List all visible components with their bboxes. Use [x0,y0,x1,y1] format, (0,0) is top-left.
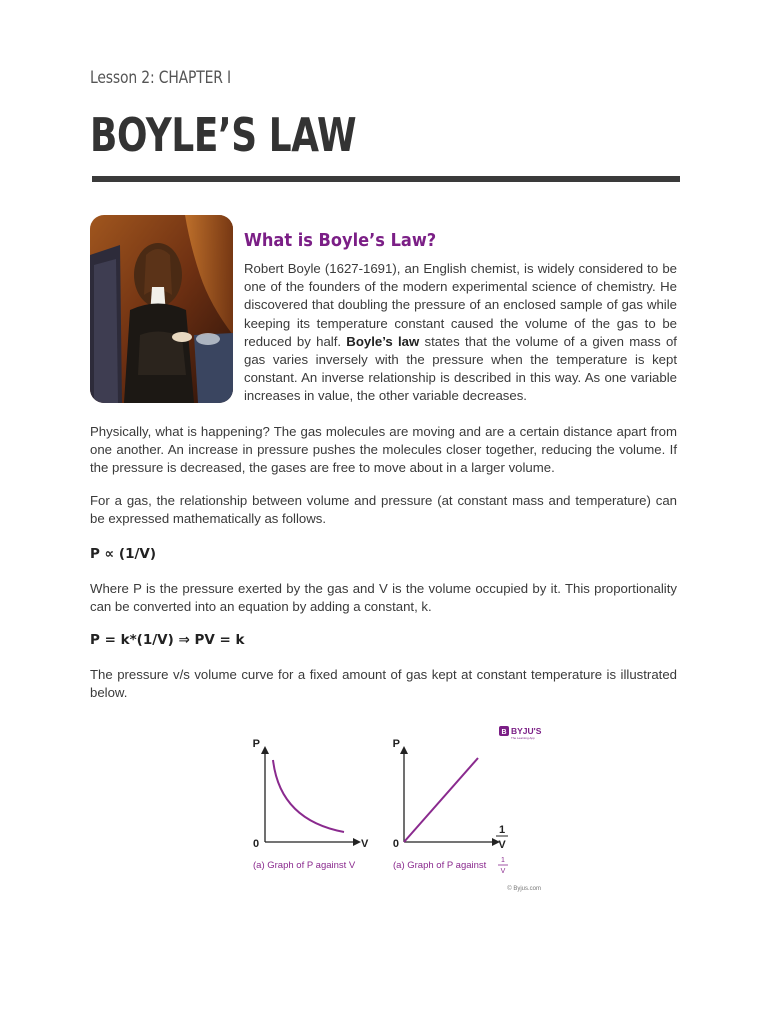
graph-a-x-label: V [361,838,369,850]
physical-paragraph: Physically, what is happening? The gas molecules are moving and are a certain distance apart from one another. An increase in pressure pushes the molecules closer together, reducing the volume. If the pressure is decreased, the gases are free to move about in a larger volume. [90,424,677,476]
graph-b-caption: (a) Graph of P against [393,860,487,871]
intro-paragraph: Robert Boyle (1627-1691), an English chemist, is widely considered to be one of the founders of the modern experimental science of chemistry. He discovered that doubling the pressure of an enclosed sample of gas while keeping its temperature constant caused the volume of the gas to be reduced by half. Boyle’s law states that the volume of a given mass of gas varies inversely with the pressure when the temperature is kept constant. An inverse relationship is described in this way. As one variable increases in value, the other variable decreases. [244,261,677,404]
proportionality-formula: P ∝ (1/V) [90,546,157,562]
robert-boyle-portrait [90,215,233,403]
svg-text:BYJU'S: BYJU'S [511,726,542,736]
graph-b-line [404,758,478,842]
title-divider [92,176,680,182]
byjus-logo [499,726,542,740]
graph-p-against-inverse-v [393,738,508,875]
graph-b-y-label: P [392,738,400,750]
graph-b-origin: 0 [392,838,399,850]
svg-text:V: V [500,868,506,875]
boyles-law-bold: Boyle’s law [346,333,420,349]
svg-text:1: 1 [501,857,505,864]
graph-a-y-label: P [252,738,260,750]
lesson-label: Lesson 2: CHAPTER I [90,68,232,88]
svg-text:The Learning App: The Learning App [511,736,535,740]
graph-a-curve [273,760,344,832]
page-title: BOYLE’S LAW [90,108,357,162]
curve-paragraph: The pressure v/s volume curve for a fixed amount of gas kept at constant temperature is illustrated below. [90,667,677,701]
svg-text:B: B [501,729,507,736]
pressure-volume-figure [240,720,550,898]
figure-copyright: © Byjus.com [507,886,541,892]
graph-p-against-v [253,738,369,871]
equation-formula: P = k*(1/V) ⇒ PV = k [90,632,245,648]
graph-b-x-label-num: 1 [498,824,506,836]
section-heading: What is Boyle’s Law? [244,230,437,251]
gas-relationship-paragraph: For a gas, the relationship between volume and pressure (at constant mass and temperature) can be expressed mathematically as follows. [90,493,677,527]
where-paragraph: Where P is the pressure exerted by the gas and V is the volume occupied by it. This proportionality can be converted into an equation by adding a constant, k. [90,581,677,615]
graph-a-origin: 0 [252,838,260,850]
graph-b-x-label-den: V [498,839,506,851]
graph-a-caption: (a) Graph of P against V [253,860,356,871]
